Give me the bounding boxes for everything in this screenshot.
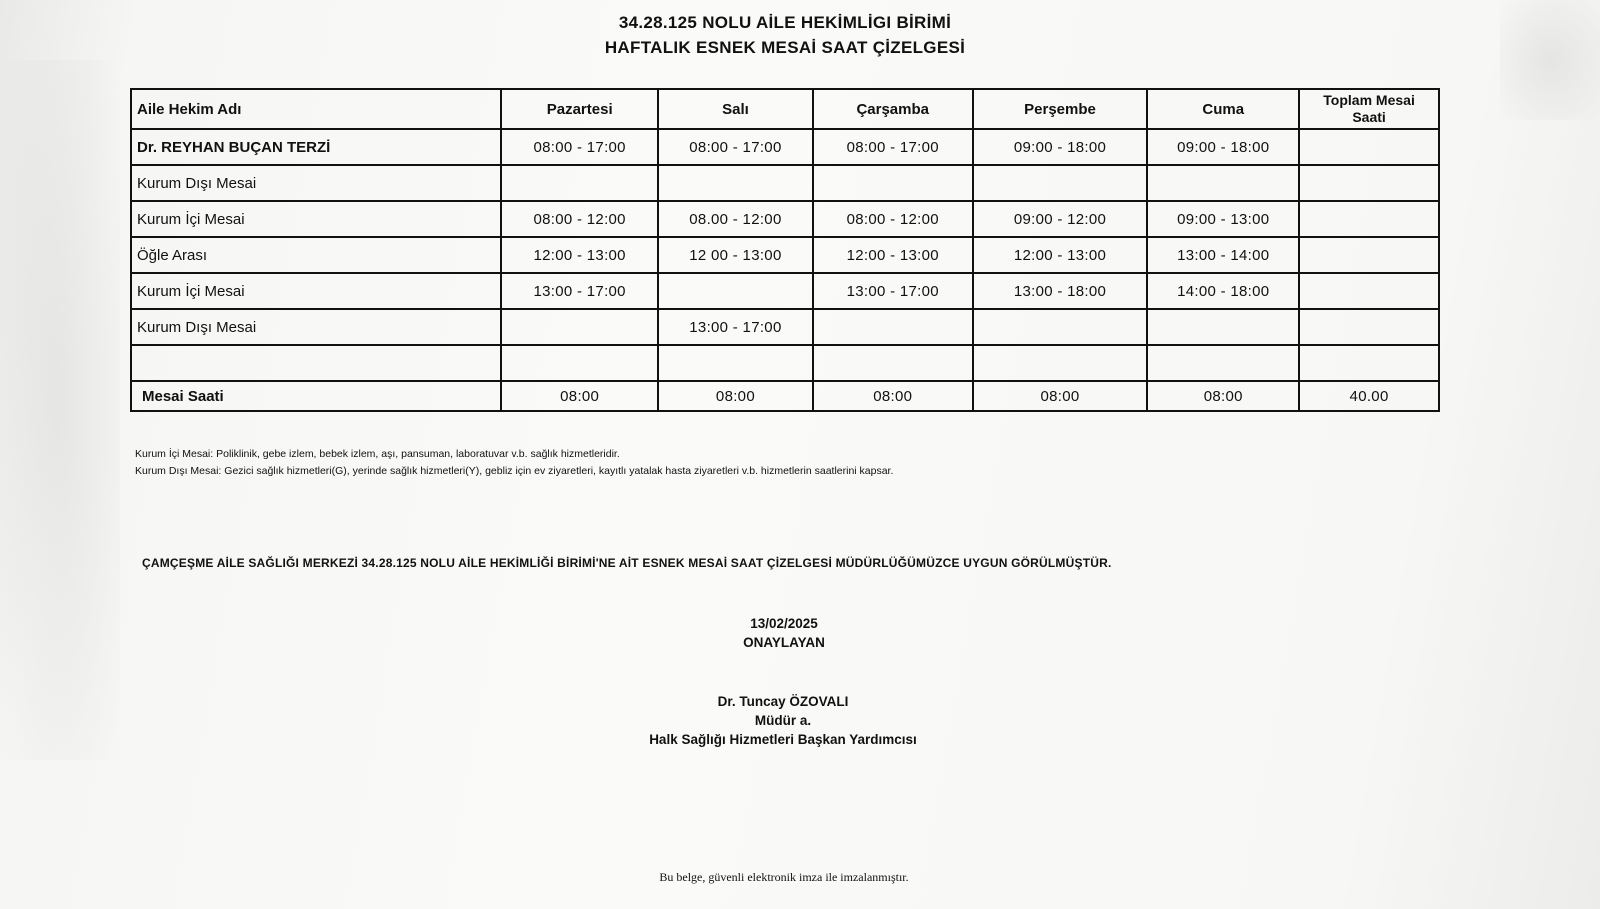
- signatory-block: [0, 692, 1566, 749]
- table-cell: 08.00 - 12:00: [658, 201, 813, 237]
- total-cell: 40.00: [1299, 381, 1439, 411]
- table-cell: [1299, 273, 1439, 309]
- total-cell: 08:00: [973, 381, 1148, 411]
- table-cell: [1147, 345, 1299, 381]
- table-cell: [1299, 345, 1439, 381]
- table-cell: [1147, 309, 1299, 345]
- table-cell: 13:00 - 14:00: [1147, 237, 1299, 273]
- table-cell: 08:00 - 12:00: [501, 201, 658, 237]
- column-header-total: Toplam Mesai Saati: [1299, 89, 1439, 129]
- table-cell: [973, 345, 1148, 381]
- signatory-position: Halk Sağlığı Hizmetleri Başkan Yardımcısı: [649, 732, 917, 747]
- table-row: [131, 273, 1439, 309]
- table-cell: [1299, 165, 1439, 201]
- approved-by-label: ONAYLAYAN: [743, 635, 825, 650]
- table-cell: [813, 165, 973, 201]
- table-cell: 12 00 - 13:00: [658, 237, 813, 273]
- table-cell: [973, 309, 1148, 345]
- row-label: Kurum Dışı Mesai: [131, 165, 501, 201]
- table-cell: 13:00 - 17:00: [813, 273, 973, 309]
- column-header-friday: Cuma: [1147, 89, 1299, 129]
- table-cell: [813, 309, 973, 345]
- table-cell: [973, 165, 1148, 201]
- notes: [135, 446, 893, 480]
- column-header-monday: Pazartesi: [501, 89, 658, 129]
- table-cell: 09:00 - 13:00: [1147, 201, 1299, 237]
- table-cell: 12:00 - 13:00: [813, 237, 973, 273]
- row-label: Kurum İçi Mesai: [131, 273, 501, 309]
- table-cell: [501, 345, 658, 381]
- table-cell: 08:00 - 17:00: [501, 129, 658, 165]
- table-cell: [501, 309, 658, 345]
- row-label: Öğle Arası: [131, 237, 501, 273]
- table-cell: 12:00 - 13:00: [973, 237, 1148, 273]
- column-header-name: Aile Hekim Adı: [131, 89, 501, 129]
- signatory-title: Müdür a.: [754, 713, 812, 728]
- table-row: [131, 201, 1439, 237]
- table-cell: [658, 345, 813, 381]
- approval-date: 13/02/2025: [750, 616, 818, 631]
- table-cell: [1147, 165, 1299, 201]
- row-label: Kurum Dışı Mesai: [131, 309, 501, 345]
- table-cell: 08:00 - 17:00: [813, 129, 973, 165]
- total-row: [131, 381, 1439, 411]
- e-signature-footer: Bu belge, güvenli elektronik imza ile imzalanmıştır.: [659, 870, 909, 884]
- column-header-tuesday: Salı: [658, 89, 813, 129]
- table-cell: [813, 345, 973, 381]
- table-cell: 12:00 - 13:00: [501, 237, 658, 273]
- total-label: Mesai Saati: [131, 381, 501, 411]
- table-cell: [1299, 237, 1439, 273]
- table-row: [131, 165, 1439, 201]
- schedule-table: [130, 88, 1440, 412]
- column-header-wednesday: Çarşamba: [813, 89, 973, 129]
- note-internal: Kurum İçi Mesai: Poliklinik, gebe izlem, bebek izlem, aşı, pansuman, laboratuvar v.b. sağlık hizmetleridir.: [135, 448, 620, 460]
- table-cell: 09:00 - 12:00: [973, 201, 1148, 237]
- table-row: [131, 309, 1439, 345]
- note-external: Kurum Dışı Mesai: Gezici sağlık hizmetleri(G), yerinde sağlık hizmetleri(Y), gebliz için ev ziyaretleri, kayıtlı yatalak hasta ziyaretleri v.b. hizmetlerin saatlerini kapsar.: [135, 465, 894, 477]
- table-row: [131, 129, 1439, 165]
- approval-statement: ÇAMÇEŞME AİLE SAĞLIĞI MERKEZİ 34.28.125 NOLU AİLE HEKİMLİĞİ BİRİMİ'NE AİT ESNEK MESAİ SAAT ÇİZELGESİ MÜDÜRLÜĞÜMÜZCE UYGUN GÖRÜLMÜŞTÜR.: [142, 556, 1112, 570]
- table-cell: [1299, 201, 1439, 237]
- row-label: Dr. REYHAN BUÇAN TERZİ: [131, 129, 501, 165]
- table-cell: 13:00 - 17:00: [501, 273, 658, 309]
- row-label: Kurum İçi Mesai: [131, 201, 501, 237]
- table-row: [131, 345, 1439, 381]
- table-cell: [501, 165, 658, 201]
- table-header-row: [131, 89, 1439, 129]
- scan-shadow: [0, 60, 120, 760]
- approval-block: [0, 614, 1568, 652]
- table-cell: 08:00 - 17:00: [658, 129, 813, 165]
- table-cell: [658, 165, 813, 201]
- table-cell: [658, 273, 813, 309]
- signatory-name: Dr. Tuncay ÖZOVALI: [717, 694, 849, 709]
- total-cell: 08:00: [658, 381, 813, 411]
- table-cell: 14:00 - 18:00: [1147, 273, 1299, 309]
- column-header-thursday: Perşembe: [973, 89, 1148, 129]
- table-cell: 08:00 - 12:00: [813, 201, 973, 237]
- table-cell: 13:00 - 17:00: [658, 309, 813, 345]
- table-cell: 09:00 - 18:00: [1147, 129, 1299, 165]
- document-title-line1: 34.28.125 NOLU AİLE HEKİMLİGI BİRİMİ: [618, 13, 952, 32]
- table-row: [131, 237, 1439, 273]
- total-cell: 08:00: [501, 381, 658, 411]
- document-title-line2: HAFTALIK ESNEK MESAİ SAAT ÇİZELGESİ: [604, 38, 966, 57]
- total-cell: 08:00: [813, 381, 973, 411]
- table-cell: 13:00 - 18:00: [973, 273, 1148, 309]
- table-cell: [1299, 129, 1439, 165]
- row-label: [131, 345, 501, 381]
- table-cell: [1299, 309, 1439, 345]
- total-cell: 08:00: [1147, 381, 1299, 411]
- table-cell: 09:00 - 18:00: [973, 129, 1148, 165]
